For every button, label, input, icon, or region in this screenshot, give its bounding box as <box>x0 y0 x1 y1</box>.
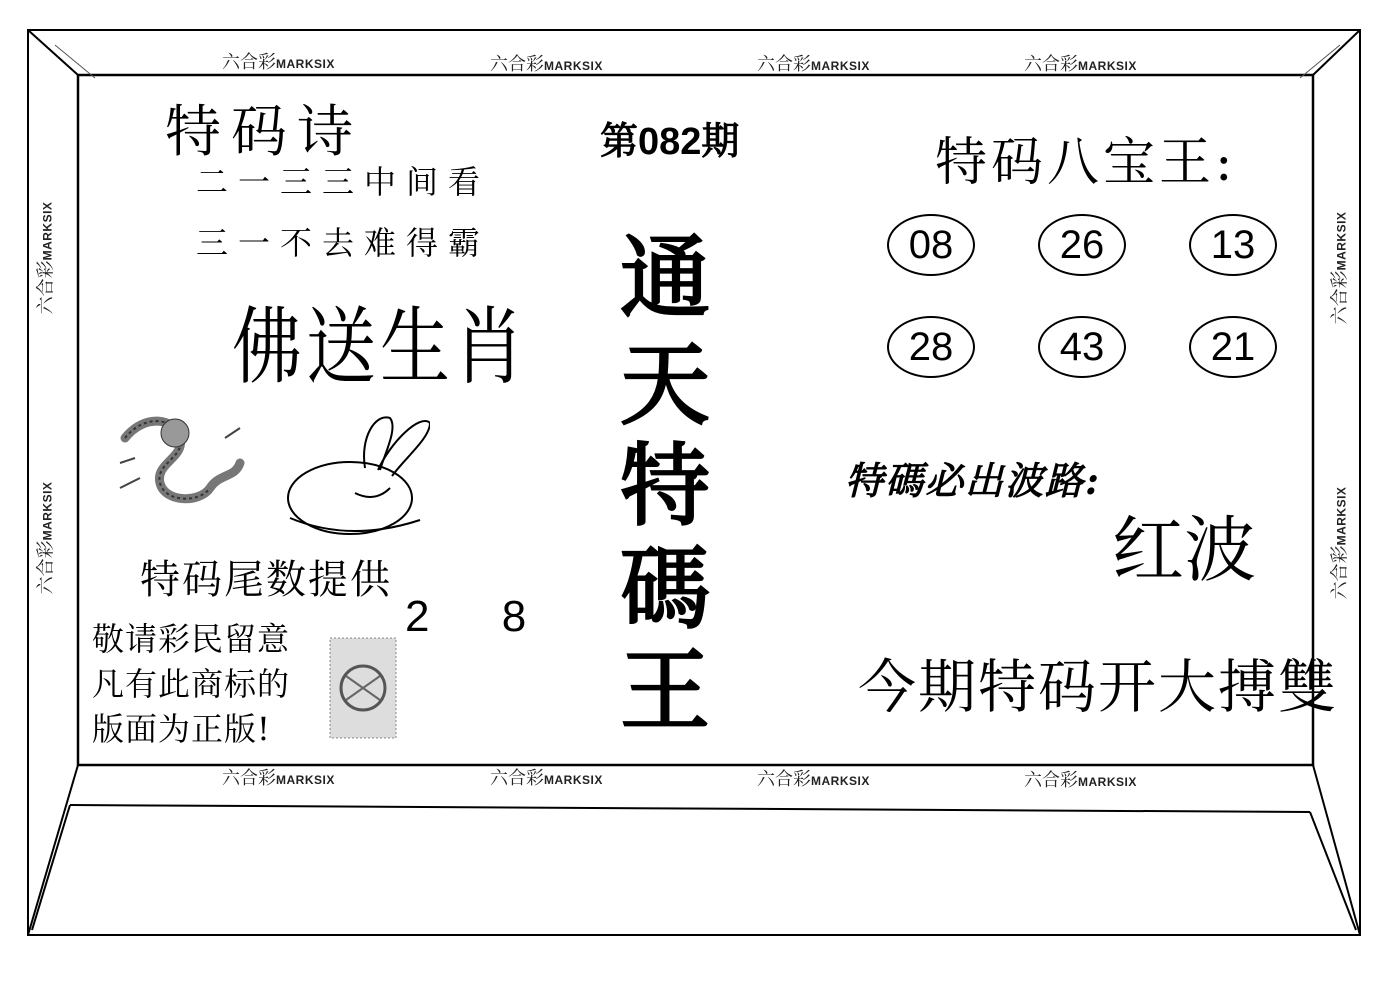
treasure-number: 26 <box>1038 214 1126 276</box>
wave-value: 红波 <box>1112 508 1257 592</box>
watermark-left-2: 六合彩MARKSIX <box>35 481 57 595</box>
dragon-icon <box>115 408 250 523</box>
poem-line-1: 二一三三中间看 <box>196 163 491 201</box>
main-title-char-5: 王 <box>620 638 710 744</box>
treasure-number: 08 <box>887 214 975 276</box>
tail-title: 特码尾数提供 <box>140 557 392 603</box>
watermark-bottom-1: 六合彩MARKSIX <box>222 768 335 789</box>
issue-number: 第082期 <box>600 121 740 163</box>
eight-treasures-title: 特码八宝王: <box>935 133 1237 193</box>
main-title-char-4: 碼 <box>620 536 710 642</box>
notice-line-3: 版面为正版! <box>92 710 271 748</box>
watermark-bottom-2: 六合彩MARKSIX <box>490 768 603 789</box>
main-title-char-2: 天 <box>620 332 710 438</box>
treasure-number: 21 <box>1189 316 1277 378</box>
watermark-top-1: 六合彩MARKSIX <box>222 52 335 73</box>
notice-line-1: 敬请彩民留意 <box>92 620 291 658</box>
poem-title: 特码诗 <box>165 100 363 165</box>
wave-title: 特碼必出波路: <box>845 458 1102 503</box>
notice-line-2: 凡有此商标的 <box>92 665 291 703</box>
treasure-number: 28 <box>887 316 975 378</box>
watermark-bottom-4: 六合彩MARKSIX <box>1024 770 1137 791</box>
trademark-stamp <box>328 636 398 741</box>
poem-line-2: 三一不去难得霸 <box>196 224 491 262</box>
slogan: 今期特码开大搏雙 <box>858 653 1339 721</box>
treasure-number: 43 <box>1038 316 1126 378</box>
watermark-top-4: 六合彩MARKSIX <box>1024 54 1137 75</box>
main-title-char-3: 特 <box>620 433 710 539</box>
watermark-right-2: 六合彩MARKSIX <box>1329 486 1351 600</box>
watermark-left-1: 六合彩MARKSIX <box>35 201 57 315</box>
zodiac-gift-title: 佛送生肖 <box>232 298 528 397</box>
main-title-char-1: 通 <box>620 225 710 331</box>
watermark-right-1: 六合彩MARKSIX <box>1329 211 1351 325</box>
rabbit-icon <box>280 408 430 538</box>
watermark-top-3: 六合彩MARKSIX <box>757 54 870 75</box>
watermark-bottom-3: 六合彩MARKSIX <box>757 769 870 790</box>
tail-digits: 2 8 <box>405 592 557 641</box>
watermark-top-2: 六合彩MARKSIX <box>490 54 603 75</box>
treasure-number: 13 <box>1189 214 1277 276</box>
